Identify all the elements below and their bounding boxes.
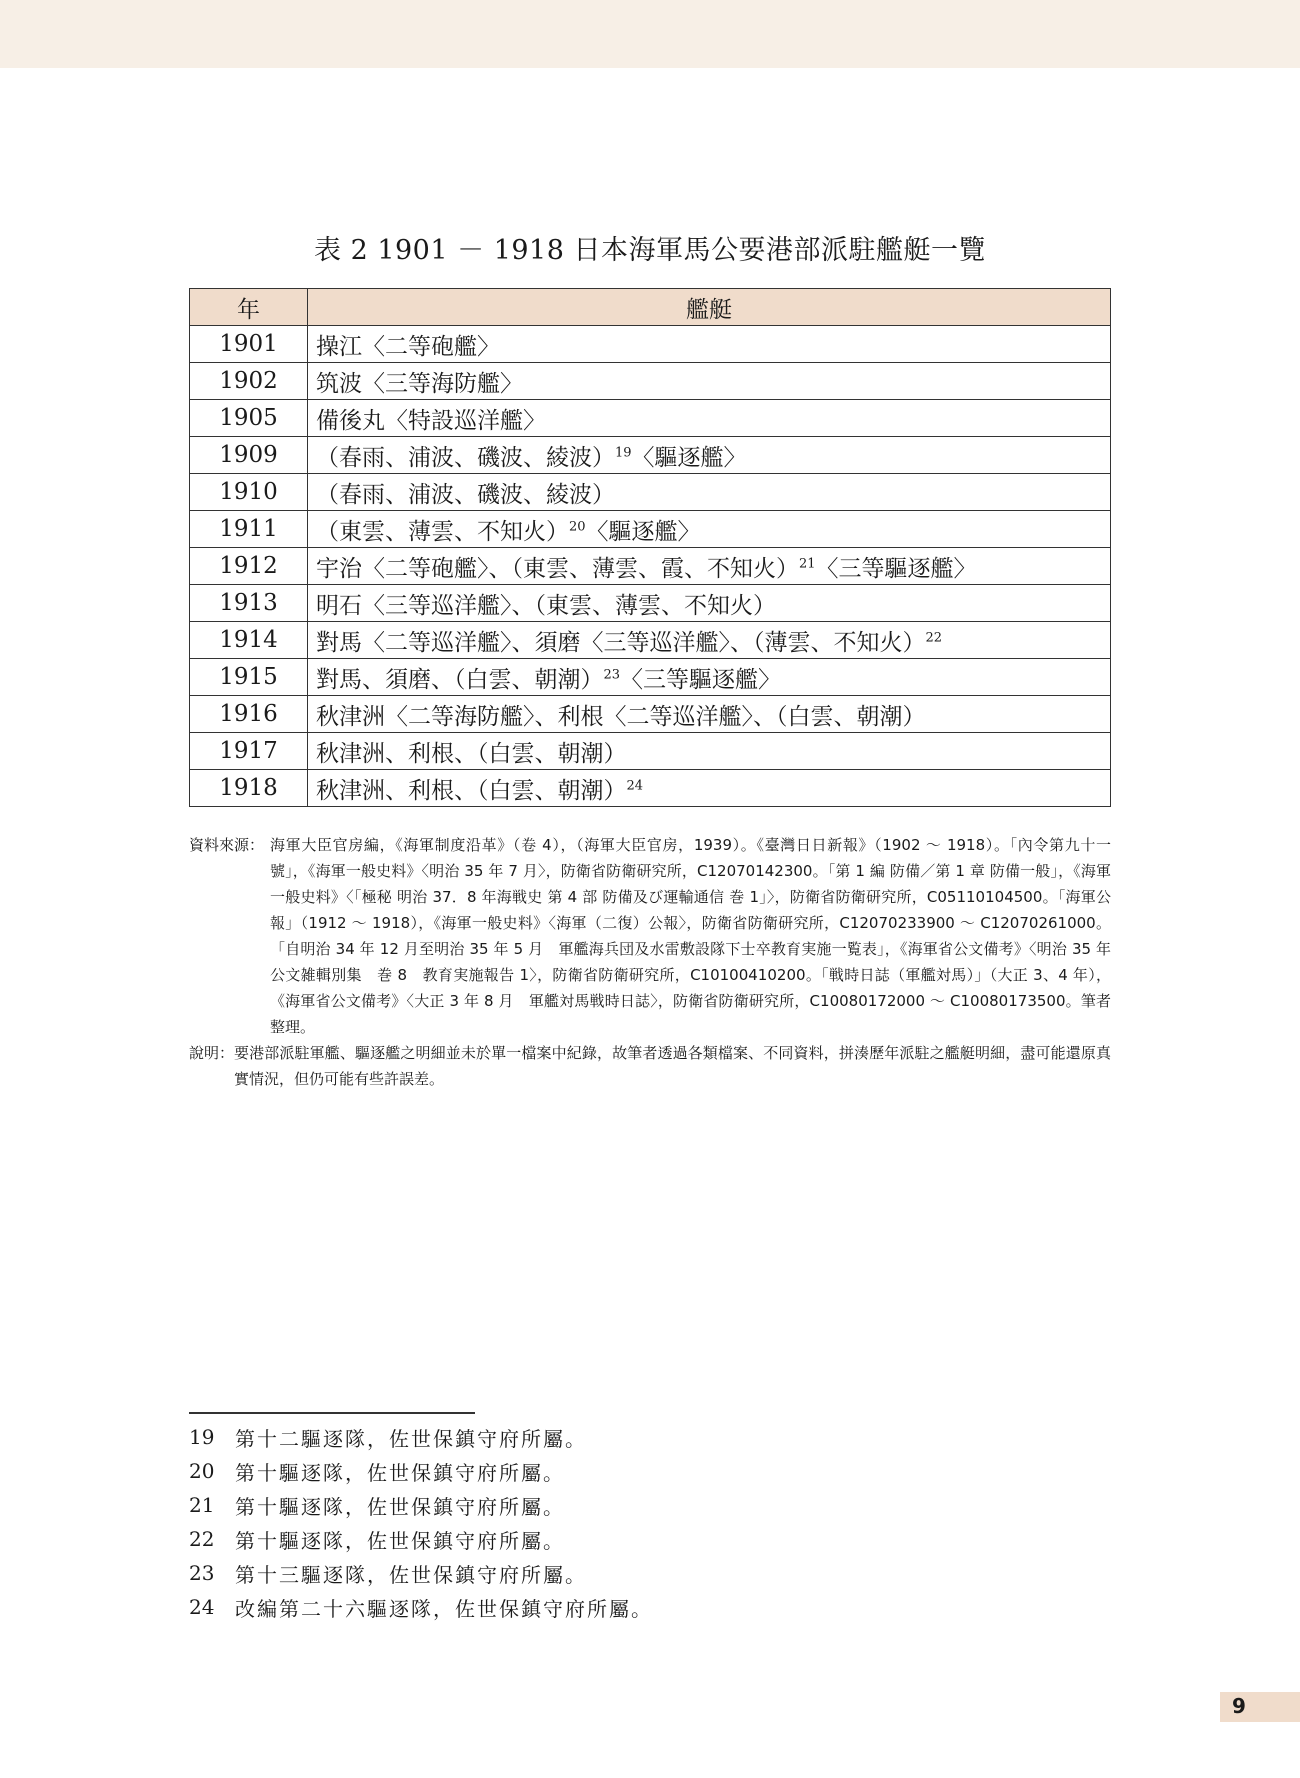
row-ships (308, 511, 1111, 548)
row-year: 1913 (190, 585, 308, 622)
row-year: 1911 (190, 511, 308, 548)
ships-text: 宇治〈二等砲艦〉、（東雲、薄雲、霞、不知火） (316, 555, 799, 582)
ships-type: 〈驅逐艦〉 (631, 444, 747, 471)
footnote-number: 23 (189, 1561, 215, 1585)
ships-type: 〈三等驅逐艦〉 (620, 666, 782, 693)
ships-text: （春雨、浦波、磯波、綾波） (316, 444, 615, 471)
row-ships (308, 696, 1111, 733)
row-year: 1918 (190, 770, 308, 807)
footnote (189, 1454, 653, 1488)
footnote-ref: 19 (615, 444, 632, 460)
row-year: 1914 (190, 622, 308, 659)
page-number: 9 (1232, 1694, 1246, 1718)
ships-text: 對馬、須磨、（白雲、朝潮） (316, 666, 604, 693)
footnote-number: 24 (189, 1595, 215, 1619)
row-ships (308, 770, 1111, 807)
footnote (189, 1488, 653, 1522)
ships-table (189, 288, 1111, 807)
footnote (189, 1522, 653, 1556)
row-year: 1901 (190, 326, 308, 363)
footnotes (189, 1420, 653, 1624)
table-row (190, 474, 1111, 511)
footnote-ref: 22 (925, 629, 943, 645)
ships-text: 操江〈二等砲艦〉 (316, 333, 500, 360)
source-text: 海軍大臣官房編，《海軍制度沿革》（卷 4），（海軍大臣官房，1939）。《臺灣日日新報》（1902 ～ 1918）。「內令第九十一號」，《海軍一般史料》〈明治 35 年 7 月〉，防衛省防衛研究所，C12070142300。「第 1 編 防備／第 1 章 防備一般」，《海軍一般史料》〈「極秘 明治 37．8 年海戦史 第 4 部 防備及び運輸通信 巻 1」〉，防衛省防衛研究所，C05110104500。「海軍公報」（1912 ～ 1918），《海軍一般史料》〈海軍（二復）公報〉，防衛省防衛研究所，C12070233900 ～ C12070261000。「自明治 34 年 12 月至明治 35 年 5 月 軍艦海兵団及水雷敷設隊下士卒教育実施一覧表」，《海軍省公文備考》〈明治 35 年 公文雑輯別集 巻 8 教育実施報告 1〉，防衛省防衛研究所，C10100410200。「戦時日誌（軍艦対馬）」（大正 3、4 年），《海軍省公文備考》〈大正 3 年 8 月 軍艦対馬戦時日誌〉，防衛省防衛研究所，C10080172000 ～ C10080173500。筆者整理。 (270, 836, 1127, 1036)
table-row (190, 659, 1111, 696)
table-row (190, 511, 1111, 548)
footnote (189, 1420, 653, 1454)
row-year: 1915 (190, 659, 308, 696)
table-row (190, 770, 1111, 807)
ships-type: 〈驅逐艦〉 (585, 518, 701, 545)
header-ships: 艦艇 (308, 289, 1111, 326)
table-row (190, 733, 1111, 770)
source-label: 資料來源： (189, 836, 265, 854)
row-ships (308, 659, 1111, 696)
page-number-tab (1220, 1692, 1300, 1722)
ships-text: （春雨、浦波、磯波、綾波） (316, 481, 615, 508)
row-year: 1905 (190, 400, 308, 437)
row-ships (308, 474, 1111, 511)
table-row (190, 437, 1111, 474)
row-ships (308, 400, 1111, 437)
explanation-note (189, 1040, 1111, 1092)
footnote-number: 21 (189, 1493, 215, 1517)
footnote-text: 第十驅逐隊，佐世保鎮守府所屬。 (235, 1460, 565, 1485)
footnote-divider (189, 1412, 475, 1414)
ships-text: 明石〈三等巡洋艦〉、（東雲、薄雲、不知火） (316, 592, 776, 619)
row-year: 1909 (190, 437, 308, 474)
row-ships (308, 585, 1111, 622)
table-row (190, 326, 1111, 363)
ships-text: （東雲、薄雲、不知火） (316, 518, 569, 545)
footnote-text: 第十驅逐隊，佐世保鎮守府所屬。 (235, 1528, 565, 1553)
table-title: 表 2 1901 － 1918 日本海軍馬公要港部派駐艦艇一覽 (313, 235, 987, 266)
table-notes (189, 832, 1127, 1092)
ships-text: 秋津洲、利根、（白雲、朝潮） (316, 777, 627, 804)
row-ships (308, 363, 1111, 400)
top-band (0, 0, 1300, 68)
footnote-number: 20 (189, 1459, 215, 1483)
row-ships (308, 733, 1111, 770)
footnote-ref: 23 (603, 666, 621, 682)
row-year: 1910 (190, 474, 308, 511)
explanation-text: 要港部派駐軍艦、驅逐艦之明細並未於單一檔案中紀錄，故筆者透過各類檔案、不同資料，拼湊歷年派駐之艦艇明細，盡可能還原真實情況，但仍可能有些許誤差。 (234, 1044, 1111, 1088)
ships-text: 備後丸〈特設巡洋艦〉 (316, 407, 546, 434)
row-year: 1902 (190, 363, 308, 400)
footnote-text: 改編第二十六驅逐隊，佐世保鎮守府所屬。 (235, 1596, 653, 1621)
row-year: 1917 (190, 733, 308, 770)
table-row (190, 622, 1111, 659)
footnote-text: 第十三驅逐隊，佐世保鎮守府所屬。 (235, 1562, 587, 1587)
header-year: 年 (190, 289, 308, 326)
ships-text: 秋津洲〈二等海防艦〉、利根〈二等巡洋艦〉、（白雲、朝潮） (316, 703, 926, 730)
row-ships (308, 548, 1111, 585)
table-row (190, 548, 1111, 585)
footnote-number: 19 (189, 1425, 215, 1449)
table-header-row (190, 289, 1111, 326)
row-ships (308, 437, 1111, 474)
footnote-text: 第十二驅逐隊，佐世保鎮守府所屬。 (235, 1426, 587, 1451)
footnote (189, 1556, 653, 1590)
ships-text: 秋津洲、利根、（白雲、朝潮） (316, 740, 627, 767)
ships-text: 對馬〈二等巡洋艦〉、須磨〈三等巡洋艦〉、（薄雲、不知火） (316, 629, 926, 656)
footnote (189, 1590, 653, 1624)
ships-type: 〈三等驅逐艦〉 (815, 555, 977, 582)
explanation-label: 說明： (189, 1044, 235, 1062)
footnote-text: 第十驅逐隊，佐世保鎮守府所屬。 (235, 1494, 565, 1519)
ships-text: 筑波〈三等海防艦〉 (316, 370, 523, 397)
row-ships (308, 326, 1111, 363)
footnote-ref: 21 (799, 555, 816, 571)
row-ships (308, 622, 1111, 659)
table-row (190, 400, 1111, 437)
table-row (190, 363, 1111, 400)
table-row (190, 585, 1111, 622)
footnote-number: 22 (189, 1527, 215, 1551)
table-row (190, 696, 1111, 733)
row-year: 1912 (190, 548, 308, 585)
row-year: 1916 (190, 696, 308, 733)
source-note (189, 832, 1127, 1040)
footnote-ref: 20 (569, 518, 586, 534)
footnote-ref: 24 (626, 777, 644, 793)
